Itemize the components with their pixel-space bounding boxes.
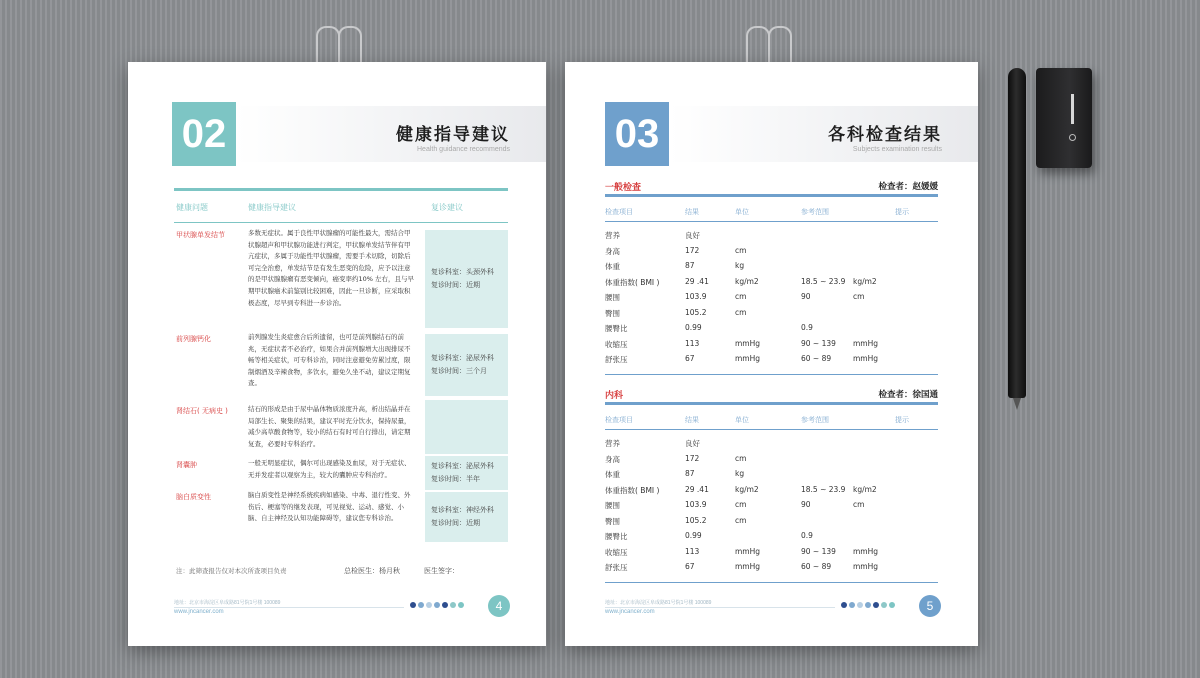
footer-dot — [889, 602, 895, 608]
footer-dot — [410, 602, 416, 608]
footer-dot — [857, 602, 863, 608]
section-end-rule — [605, 374, 938, 375]
cell-range: 90 — [801, 292, 811, 301]
footer-address: 地址：北京市海淀区阜成路81号院1号楼 100089 — [605, 600, 712, 606]
exam-section — [605, 180, 938, 380]
footer-dot — [418, 602, 424, 608]
cell-range: 18.5 ~ 23.9 — [801, 276, 846, 286]
cell-range-unit: mmHg — [853, 562, 879, 571]
cell-item: 腰围 — [605, 293, 620, 302]
cell-unit: kg — [735, 469, 745, 478]
cell-result: 87 — [685, 469, 695, 478]
issue-label: 甲状腺单发结节 — [176, 231, 225, 239]
revisit-dept: 复诊科室：泌尿外科 — [431, 462, 494, 470]
exam-row — [605, 547, 938, 561]
cell-range-unit: mmHg — [853, 338, 879, 348]
col-header: 结果 — [685, 208, 699, 216]
table-top-rule — [174, 188, 508, 191]
cell-item: 臀围 — [605, 516, 620, 526]
advice-text: 前列腺发生炎症愈合后所遗留，也可是前列腺结石的前兆，无症状者不必治疗，如果合并前列腺增大出现排尿不畅等相关症状，可专科诊治，同时注意避免劳累过度，限制烟酒及辛辣食物，多饮水，避免久坐不动，建议定期复查。 — [248, 333, 411, 388]
section-checker: 检查者：徐国通 — [878, 390, 938, 400]
cell-unit: cm — [735, 515, 747, 525]
footer-dot — [434, 602, 440, 608]
cell-unit: cm — [735, 292, 747, 301]
col-header: 提示 — [895, 416, 909, 424]
revisit-time: 复诊时间：近期 — [431, 281, 480, 289]
pen-tip — [1013, 398, 1021, 410]
col-header-revisit: 复诊建议 — [431, 203, 463, 212]
exam-row — [605, 277, 938, 291]
exam-row — [605, 246, 938, 260]
cell-result: 29 .41 — [685, 276, 709, 286]
cell-item: 舒张压 — [605, 355, 628, 364]
page-title: 各科检查结果 — [828, 125, 942, 145]
section-checker: 检查者：赵媛媛 — [878, 182, 938, 192]
cell-unit: cm — [735, 245, 747, 255]
exam-row — [605, 354, 938, 368]
footer-dot — [426, 602, 432, 608]
exam-row — [605, 485, 938, 499]
section-end-rule — [605, 582, 938, 583]
revisit-dept: 复诊科室：头颈外科 — [431, 268, 494, 276]
cell-unit: kg/m2 — [735, 276, 759, 286]
section-title: 一般检查 — [605, 183, 642, 193]
cell-result: 良好 — [685, 439, 700, 448]
col-header: 提示 — [895, 208, 909, 216]
col-header: 参考范围 — [801, 416, 829, 424]
section-number-box: 03 — [605, 102, 669, 166]
exam-row — [605, 500, 938, 514]
cell-range: 60 ~ 89 — [801, 354, 832, 363]
revisit-dept: 复诊科室：神经外科 — [431, 506, 494, 514]
revisit-box — [425, 492, 508, 542]
cell-item: 身高 — [605, 454, 620, 464]
footer-dot — [841, 602, 847, 608]
issue-label: 前列腺钙化 — [176, 335, 211, 343]
cell-result: 29 .41 — [685, 484, 709, 494]
footer-dot — [849, 602, 855, 608]
cell-result: 87 — [685, 261, 695, 270]
footer-dots — [410, 602, 464, 608]
page-number: 5 — [919, 595, 941, 617]
issue-label: 肾囊肿 — [176, 461, 197, 469]
page-title: 健康指导建议 — [396, 125, 510, 145]
issue-label: 脑白质变性 — [176, 493, 211, 501]
revisit-box — [425, 230, 508, 328]
cell-result: 良好 — [685, 231, 700, 240]
cell-item: 腰臀比 — [605, 532, 628, 541]
cell-result: 105.2 — [685, 307, 707, 317]
report-page-exam-results — [565, 62, 978, 646]
cell-result: 105.2 — [685, 515, 707, 525]
section-number-box: 02 — [172, 102, 236, 166]
section-title: 内科 — [605, 391, 624, 401]
exam-row — [605, 438, 938, 452]
block-dot — [1069, 134, 1076, 141]
cell-unit: cm — [735, 307, 747, 317]
cell-range: 90 — [801, 500, 811, 509]
cell-result: 67 — [685, 562, 695, 571]
col-header: 结果 — [685, 416, 699, 424]
cell-unit: kg — [735, 261, 745, 270]
cell-range-unit: cm — [853, 500, 865, 509]
cell-range-unit: kg/m2 — [853, 276, 877, 286]
exam-row — [605, 230, 938, 244]
advice-text: 多数无症状。属于良性甲状腺瘤的可能性最大，需结合甲状腺超声和甲状腺功能进行判定，甲状腺单发结节伴有甲亢症状，多属于功能性甲状腺瘤，需要手术切除，切除后可完全治愈，单发结节是有发生恶变的危险，应予以注意的是甲状腺腺瘤有恶变倾向，癌变率约10% 左右，且与早期甲状腺癌术前鉴别比较困难，因此一旦诊断，应采取积极态度，尽早到专科进一步诊治。 — [248, 229, 415, 307]
cell-range: 0.9 — [801, 531, 813, 540]
cell-range-unit: mmHg — [853, 354, 879, 363]
col-header: 参考范围 — [801, 208, 829, 216]
page-subtitle: Health guidance recommends — [417, 146, 510, 153]
report-page-health-guidance — [128, 62, 546, 646]
exam-row — [605, 516, 938, 530]
cell-result: 113 — [685, 546, 700, 556]
doctor-signature: 医生签字： — [424, 567, 459, 575]
issue-label: 肾结石( 无病史 ) — [176, 407, 228, 415]
revisit-time: 复诊时间：半年 — [431, 475, 480, 483]
cell-range-unit: cm — [853, 292, 865, 301]
page-subtitle: Subjects examination results — [852, 146, 942, 153]
footer-website: www.jncancer.com — [605, 609, 655, 615]
exam-row — [605, 308, 938, 322]
cell-unit: kg/m2 — [735, 484, 759, 494]
cell-item: 营养 — [605, 231, 620, 240]
cell-result: 172 — [685, 453, 700, 463]
cell-item: 舒张压 — [605, 563, 628, 572]
footer-dots — [841, 602, 895, 608]
footer-dot — [881, 602, 887, 608]
col-header-advice: 健康指导建议 — [248, 203, 296, 212]
col-header: 检查项目 — [605, 208, 633, 216]
footer-address: 地址：北京市海淀区阜成路81号院1号楼 100089 — [174, 600, 281, 606]
revisit-time: 复诊时间：三个月 — [431, 367, 487, 375]
cell-range: 0.9 — [801, 323, 813, 332]
cell-range-unit: mmHg — [853, 546, 879, 556]
col-header: 检查项目 — [605, 416, 633, 424]
cell-item: 体重 — [605, 470, 620, 479]
cell-unit: cm — [735, 453, 747, 463]
revisit-box — [425, 334, 508, 396]
cell-unit: cm — [735, 500, 747, 509]
cell-item: 收缩压 — [605, 339, 628, 349]
pen — [1008, 68, 1026, 398]
footer-dot — [873, 602, 879, 608]
cell-item: 收缩压 — [605, 547, 628, 557]
cell-unit: mmHg — [735, 546, 761, 556]
section-rule — [605, 402, 938, 405]
footer-dot — [450, 602, 456, 608]
cell-range-unit: kg/m2 — [853, 484, 877, 494]
revisit-time: 复诊时间：近期 — [431, 519, 480, 527]
exam-row — [605, 469, 938, 483]
cell-item: 营养 — [605, 439, 620, 448]
col-header: 单位 — [735, 208, 749, 216]
cell-item: 体重指数( BMI ) — [605, 277, 660, 287]
cell-range: 60 ~ 89 — [801, 562, 832, 571]
cell-result: 113 — [685, 338, 700, 348]
revisit-box — [425, 400, 508, 454]
cell-range: 90 ~ 139 — [801, 546, 836, 556]
col-header-rule — [605, 429, 938, 430]
cell-result: 67 — [685, 354, 695, 363]
cell-result: 172 — [685, 245, 700, 255]
advice-text: 结石的形成是由于尿中晶体物质浓度升高，析出结晶并在局部生长、聚集的结果，建议平时充分饮水，保持尿量，减少高草酸食物等，较小的结石有时可自行排出，请定期复查，必要时专科治疗。 — [248, 405, 411, 448]
disclaimer-note: 注：此筛查报告仅对本次所查项目负责 — [176, 567, 287, 575]
footer-rule — [174, 607, 404, 608]
exam-row — [605, 454, 938, 468]
page-number: 4 — [488, 595, 510, 617]
exam-row — [605, 531, 938, 545]
revisit-dept: 复诊科室：泌尿外科 — [431, 354, 494, 362]
table-header-rule — [174, 222, 508, 223]
col-header-issue: 健康问题 — [176, 203, 208, 212]
footer-dot — [442, 602, 448, 608]
exam-row — [605, 292, 938, 306]
cell-item: 身高 — [605, 246, 620, 256]
cell-range: 90 ~ 139 — [801, 338, 836, 348]
col-header: 单位 — [735, 416, 749, 424]
cell-unit: mmHg — [735, 562, 761, 571]
advice-text: 脑白质变性是神经系统疾病如感染、中毒、退行性变、外伤后、梗塞等的继发表现，可见视觉、运动、感觉、小脑、自主神经及认知功能障碍等，建议您专科诊治。 — [248, 491, 411, 523]
section-rule — [605, 194, 938, 197]
exam-section — [605, 388, 938, 588]
cell-result: 0.99 — [685, 531, 702, 540]
cell-item: 体重 — [605, 262, 620, 271]
footer-dot — [458, 602, 464, 608]
revisit-box — [425, 456, 508, 490]
footer-dot — [865, 602, 871, 608]
cell-result: 0.99 — [685, 323, 702, 332]
col-header-rule — [605, 221, 938, 222]
cell-item: 腰围 — [605, 501, 620, 510]
footer-rule — [605, 607, 835, 608]
cell-item: 臀围 — [605, 308, 620, 318]
block-mark — [1071, 94, 1074, 124]
exam-row — [605, 562, 938, 576]
chief-doctor: 总检医生：杨月秋 — [344, 567, 400, 575]
exam-row — [605, 339, 938, 353]
cell-item: 腰臀比 — [605, 324, 628, 333]
advice-text: 一般无明显症状，偶尔可出现感染及血尿，对于无症状、无并发症者以观察为主，较大的囊肿应专科治疗。 — [248, 459, 411, 479]
exam-row — [605, 323, 938, 337]
cell-item: 体重指数( BMI ) — [605, 485, 660, 495]
cell-unit: mmHg — [735, 354, 761, 363]
cell-result: 103.9 — [685, 292, 707, 301]
cell-unit: mmHg — [735, 338, 761, 348]
desk-block — [1036, 68, 1092, 168]
footer-website: www.jncancer.com — [174, 609, 224, 615]
exam-row — [605, 261, 938, 275]
cell-result: 103.9 — [685, 500, 707, 509]
cell-range: 18.5 ~ 23.9 — [801, 484, 846, 494]
